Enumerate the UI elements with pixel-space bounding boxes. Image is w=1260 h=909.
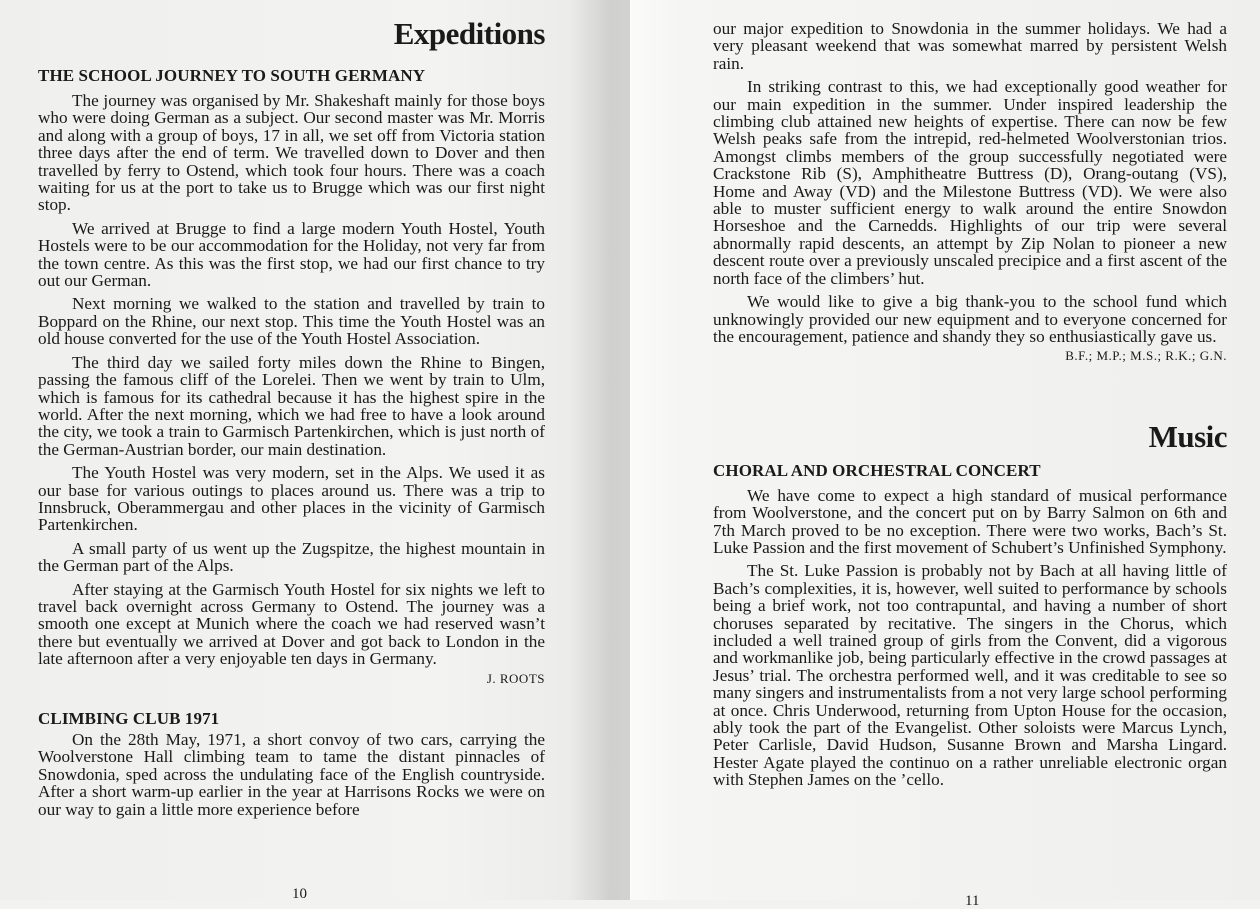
paragraph: Next morning we walked to the station and travelled by train to Boppard on the Rhine, our next stop. This time the Youth Hostel was an old house converted for the use of the Youth Hostel Association. xyxy=(38,294,545,349)
article-heading: CHORAL AND ORCHESTRAL CONCERT xyxy=(713,460,1041,480)
paragraph: In striking contrast to this, we had exceptionally good weather for our main expedition in the summer. Under inspired leadership the climbing club attained new heights of expertise. There can now be few Welsh peaks safe from the intrepid, red-helmeted Woolverstonian trios. Amongst climbs members of the group successfully negotiated were Crackstone Rib (S), Amphitheatre Buttress (D), Orang-outang (VS), Home and Away (VD) and the Milestone Buttress (VD). We were also able to muster sufficient energy to walk around the entire Snowdon Horseshoe and the Carnedds. Highlights of our trip were several abnormally rapid descents, an attempt by Zip Nolan to pioneer a new descent route over a previously unscaled precipice and a first ascent of the north face of the climbers’ hut. xyxy=(713,77,1227,288)
section-title-expeditions: Expeditions xyxy=(393,16,545,51)
paragraph: We arrived at Brugge to find a large modern Youth Hostel, Youth Hostels were to be our accommodation for the Holiday, not very far from the town centre. As this was the first stop, we had our first chance to try out our German. xyxy=(38,218,545,291)
page-number: 10 xyxy=(292,886,307,902)
right-page-column xyxy=(713,20,1227,789)
article-climbing-club xyxy=(38,709,545,818)
paragraph: our major expedition to Snowdonia in the summer holidays. We had a very pleasant weekend that was somewhat marred by persistent Welsh rain. xyxy=(713,19,1227,73)
author-signature: J. ROOTS xyxy=(486,670,545,686)
paragraph: The third day we sailed forty miles down the Rhine to Bingen, passing the famous cliff of the Lorelei. Then we went by train to Ulm, which is famous for its cathedral because it has the highest spire in the world. After the next morning, which we had free to have a look around the city, we took a train to Garmisch Partenkirchen, which is just north of the German-Austrian border, our main destination. xyxy=(38,352,545,459)
paragraph: We have come to expect a high standard of musical performance from Woolverstone, and the concert put on by Barry Salmon on 6th and 7th March proved to be no exception. There were two works, Bach’s St. Luke Passion and the first movement of Schubert’s Unfinished Symphony. xyxy=(713,485,1227,557)
paragraph: The Youth Hostel was very modern, set in the Alps. We used it as our base for various outings to places around us. There was a trip to Innsbruck, Oberammergau and other places in the vicinity of Garmisch Partenkirchen. xyxy=(38,463,545,535)
paragraph: On the 28th May, 1971, a short convoy of two cars, carrying the Woolverstone Hall climbing team to tame the distant pinnacles of Snowdonia, sped across the undulating face of the English countryside. After a short warm-up earlier in the year at Harrisons Rocks we were on our way to gain a little more experience before xyxy=(38,730,545,819)
paragraph: The St. Luke Passion is probably not by Bach at all having little of Bach’s complexities, it is, however, well suited to performance by schools being a brief work, not too contrapuntal, and having a number of short choruses separated by recitative. The singers in the Chorus, which included a well trained group of girls from the Convent, did a vigorous and workmanlike job, being particularly effective in the crowd passages at Jesus’ trial. The orchestra performed well, and it was creditable to see so many singers and instrumentalists from a not very large school performing at once. Chris Underwood, returning from Upton House for the occasion, ably took the part of the Evangelist. Other soloists were Marcus Lynch, Peter Carlisle, David Hudson, Susanne Brown and Marsha Lingard. Hester Agate played the continuo on a rather unreliable electronic organ with Stephen James on the ’cello. xyxy=(713,561,1227,790)
section-title-music: Music xyxy=(1148,418,1227,454)
paragraph: The journey was organised by Mr. Shakeshaft mainly for those boys who were doing German as a subject. Our second master was Mr. Morris and along with a group of boys, 17 in all, we set off from Victoria station three days after the end of term. We travelled down to Dover and then travelled by ferry to Ostend, which took four hours. There was a coach waiting for us at the port to take us to Brugge which was our first night stop. xyxy=(38,91,545,215)
paragraph: After staying at the Garmisch Youth Hostel for six nights we left to travel back overnight across Germany to Ostend. The journey was a smooth one except at Munich where the coach we had reserved wasn’t there but eventually we arrived at Dover and got back to London in the late afternoon after a very enjoyable ten days in Germany. xyxy=(38,579,545,669)
article-choral-concert xyxy=(713,461,1227,789)
article-heading: CLIMBING CLUB 1971 xyxy=(38,709,220,728)
article-heading: THE SCHOOL JOURNEY TO SOUTH GERMANY xyxy=(38,66,426,85)
author-signature: B.F.; M.P.; M.S.; R.K.; G.N. xyxy=(1065,348,1227,364)
article-school-journey xyxy=(38,66,545,687)
left-page-column xyxy=(38,16,545,818)
page-number: 11 xyxy=(965,893,980,909)
article-climbing-club-continued xyxy=(713,20,1227,365)
right-page xyxy=(630,0,1260,909)
paragraph: We would like to give a big thank-you to the school fund which unknowingly provided our new equipment and to everyone concerned for the encouragement, patience and shandy they so enthusiastically gave us. xyxy=(713,292,1227,346)
left-page xyxy=(0,0,630,900)
book-gutter xyxy=(570,0,632,900)
paragraph: A small party of us went up the Zugspitze, the highest mountain in the German part of the Alps. xyxy=(38,538,545,576)
